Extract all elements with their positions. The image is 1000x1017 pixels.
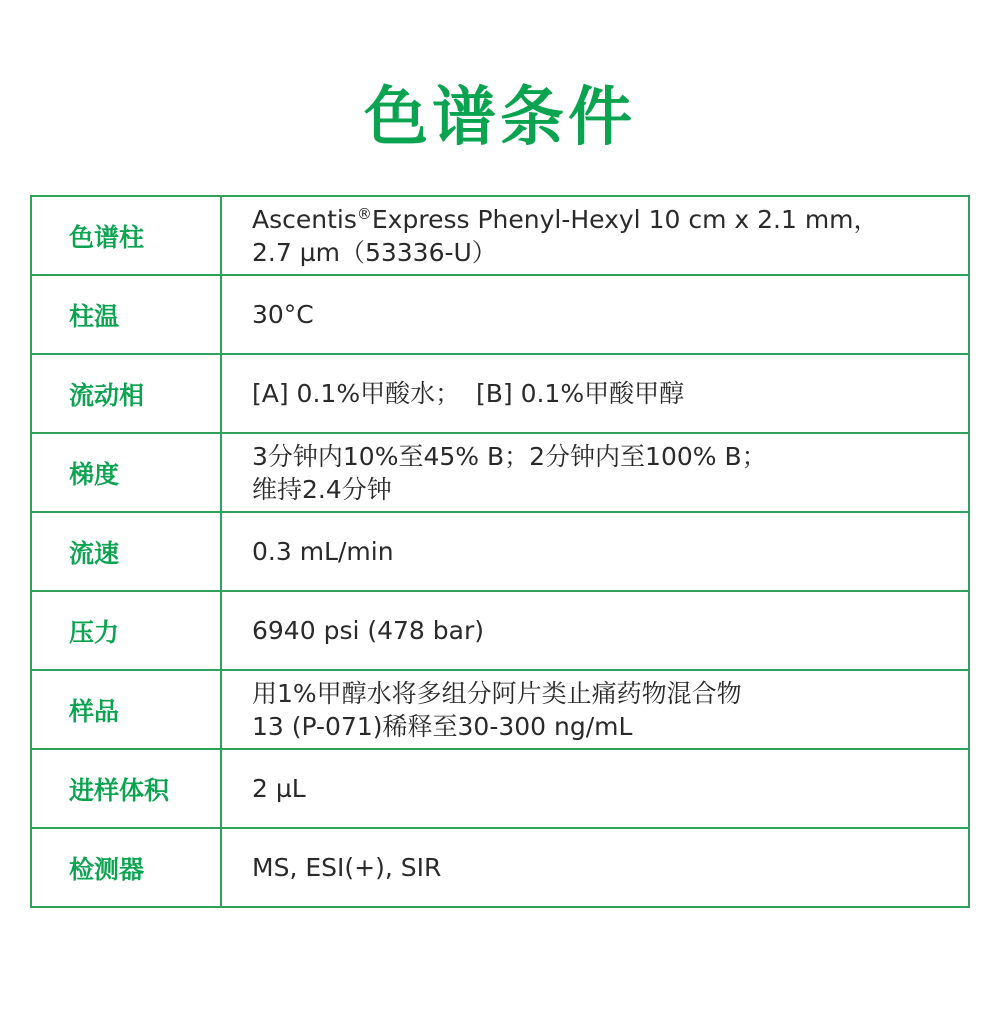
value-text: Express Phenyl-Hexyl 10 cm x 2.1 mm， (371, 204, 879, 234)
row-label-sample: 样品 (31, 670, 221, 749)
row-value-column (221, 196, 969, 275)
row-value-temperature (221, 275, 969, 354)
row-value-gradient (221, 433, 969, 512)
table-row (31, 512, 969, 591)
value-line: 用1%甲醇水将多组分阿片类止痛药物混合物 (252, 678, 742, 708)
row-label-detector: 检测器 (31, 828, 221, 907)
row-label-mobile-phase: 流动相 (31, 354, 221, 433)
value-line (252, 203, 958, 236)
value-line: 13 (P-071)稀释至30-300 ng/mL (252, 711, 633, 741)
registered-mark: ® (356, 204, 372, 223)
value-line: 维持2.4分钟 (252, 474, 392, 504)
row-label-column: 色谱柱 (31, 196, 221, 275)
row-value-pressure (221, 591, 969, 670)
row-label-gradient: 梯度 (31, 433, 221, 512)
value-line: 30°C (252, 300, 314, 329)
value-line: [A] 0.1%甲酸水； [B] 0.1%甲酸甲醇 (252, 379, 685, 408)
row-label-pressure: 压力 (31, 591, 221, 670)
value-line: 3分钟内10%至45% B；2分钟内至100% B； (252, 441, 767, 471)
value-line: 6940 psi (478 bar) (252, 616, 484, 645)
row-value-flow-rate (221, 512, 969, 591)
page-title: 色谱条件 (364, 81, 636, 155)
value-line: MS, ESI(+), SIR (252, 853, 442, 882)
row-value-mobile-phase (221, 354, 969, 433)
table-row (31, 275, 969, 354)
row-value-detector (221, 828, 969, 907)
table-row (31, 591, 969, 670)
row-label-flow-rate: 流速 (31, 512, 221, 591)
table-row (31, 196, 969, 275)
row-value-sample (221, 670, 969, 749)
row-label-temperature: 柱温 (31, 275, 221, 354)
table-row (31, 433, 969, 512)
row-value-injection-volume (221, 749, 969, 828)
row-label-injection-volume: 进样体积 (31, 749, 221, 828)
table-row (31, 670, 969, 749)
value-line: 2.7 µm（53336-U） (252, 237, 497, 267)
value-line: 0.3 mL/min (252, 537, 394, 566)
table-row (31, 828, 969, 907)
table-row (31, 749, 969, 828)
chromatography-conditions-table (30, 195, 970, 908)
table-row (31, 354, 969, 433)
value-line: 2 µL (252, 774, 306, 803)
value-text: Ascentis (252, 204, 357, 234)
